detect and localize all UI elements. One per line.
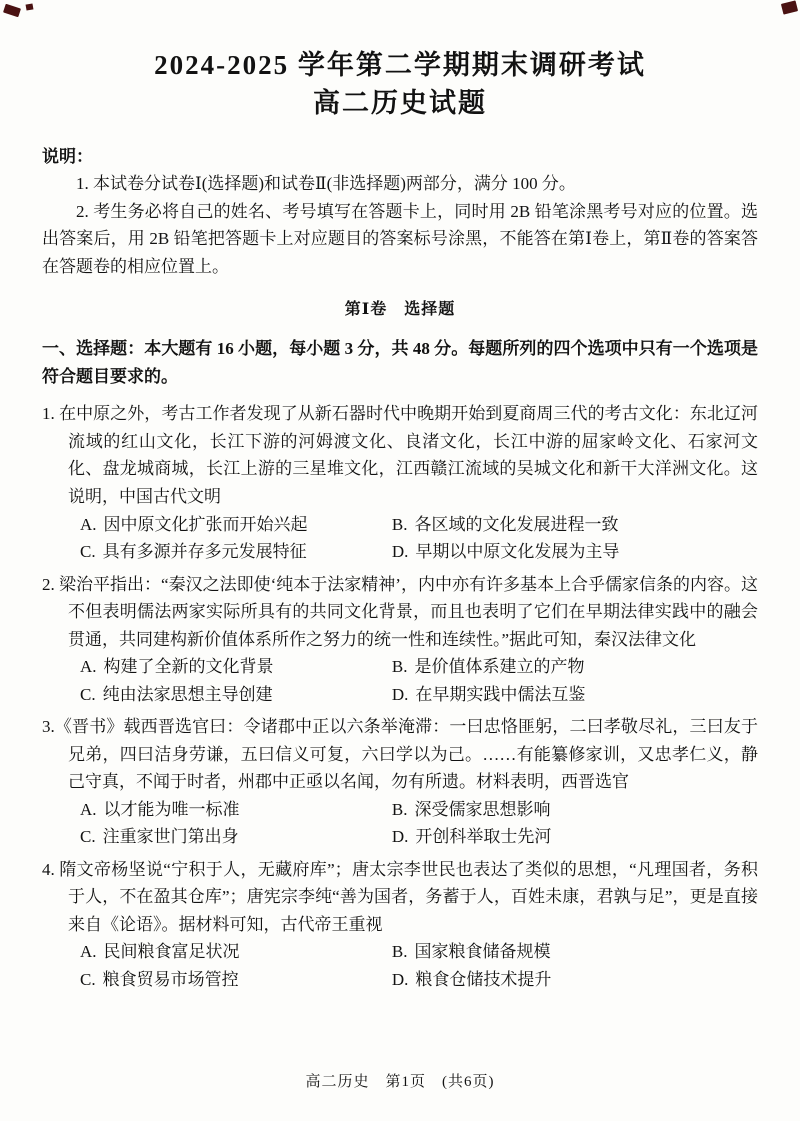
instructions-label: 说明： bbox=[42, 146, 93, 166]
question-stem bbox=[42, 856, 758, 939]
option-c bbox=[80, 681, 392, 709]
option-label: A. bbox=[80, 657, 97, 677]
option-label: A. bbox=[80, 799, 97, 819]
question-number: 4. bbox=[42, 859, 55, 879]
option-text: 开创科举取士先河 bbox=[415, 827, 552, 847]
scan-mark-icon bbox=[26, 3, 34, 10]
option-d bbox=[392, 823, 758, 851]
option-label: B. bbox=[391, 942, 408, 962]
question-3 bbox=[42, 713, 758, 851]
option-label: D. bbox=[391, 684, 409, 704]
option-a bbox=[80, 796, 392, 824]
option-label: B. bbox=[391, 657, 408, 677]
question-number: 2. bbox=[42, 574, 55, 594]
question-text: 隋文帝杨坚说“宁积于人，无藏府库”；唐太宗李世民也表达了类似的思想，“凡理国者，务积于人，不在盈其仓库”；唐宪宗李纯“善为国者，务蓄于人，百姓未康，君孰与足”，更是直接来自《论语》。据材料可知，古代帝王重视 bbox=[59, 859, 758, 934]
option-text: 各区域的文化发展进程一致 bbox=[414, 514, 619, 534]
option-d bbox=[392, 538, 758, 566]
option-b bbox=[392, 938, 758, 966]
option-d bbox=[392, 966, 758, 994]
question-options bbox=[42, 653, 758, 708]
option-a bbox=[80, 511, 392, 539]
instruction-item-1: 1. 本试卷分试卷Ⅰ(选择题)和试卷Ⅱ(非选择题)两部分，满分 100 分。 bbox=[76, 174, 576, 194]
question-stem bbox=[42, 571, 758, 654]
question-options bbox=[42, 511, 758, 566]
page-footer: 高二历史 第1页 (共6页) bbox=[305, 1074, 495, 1090]
option-text: 粮食贸易市场管控 bbox=[102, 970, 239, 989]
option-label: B. bbox=[391, 799, 408, 819]
option-d bbox=[392, 681, 758, 709]
option-label: C. bbox=[80, 542, 96, 562]
question-options bbox=[42, 796, 758, 851]
option-text: 粮食仓储技术提升 bbox=[415, 970, 552, 989]
option-text: 深受儒家思想影响 bbox=[414, 799, 551, 819]
option-text: 因中原文化扩张而开始兴起 bbox=[103, 514, 308, 534]
option-label: D. bbox=[391, 827, 409, 847]
question-text: 梁治平指出：“秦汉之法即使‘纯本于法家精神’，内中亦有许多基本上合乎儒家信条的内容。这不但表明儒法两家实际所具有的共同文化背景，而且也表明了它们在早期法律实践中的融会贯通，共同建构新价值体系所作之努力的统一性和连续性。”据此可知，秦汉法律文化 bbox=[59, 574, 759, 649]
option-c bbox=[80, 966, 392, 994]
option-text: 注重家世门第出身 bbox=[102, 827, 239, 847]
question-text: 在中原之外，考古工作者发现了从新石器时代中晚期开始到夏商周三代的考古文化：东北辽河流域的红山文化，长江下游的河姆渡文化、良渚文化，长江中游的屈家岭文化、石家河文化、盘龙城商城，长江上游的三星堆文化，江西赣江流域的吴城文化和新干大洋洲文化。这说明，中国古代文明 bbox=[59, 404, 759, 506]
option-text: 民间粮食富足状况 bbox=[103, 942, 240, 962]
option-label: A. bbox=[80, 942, 97, 962]
question-number: 3. bbox=[42, 717, 55, 737]
option-text: 国家粮食储备规模 bbox=[414, 942, 551, 962]
option-text: 在早期实践中儒法互鉴 bbox=[415, 684, 586, 704]
question-4 bbox=[42, 856, 758, 994]
question-number: 1. bbox=[42, 404, 55, 424]
scan-mark-icon bbox=[3, 4, 21, 18]
option-label: A. bbox=[80, 514, 97, 534]
option-label: C. bbox=[80, 827, 96, 847]
option-c bbox=[80, 538, 392, 566]
option-a bbox=[80, 653, 392, 681]
exam-title-line1: 2024-2025 学年第二学期期末调研考试 bbox=[154, 50, 646, 80]
option-b bbox=[392, 653, 758, 681]
part-title: 第Ⅰ卷 选择题 bbox=[344, 301, 456, 319]
question-1 bbox=[42, 400, 758, 565]
option-text: 具有多源并存多元发展特征 bbox=[102, 542, 307, 562]
question-options bbox=[42, 938, 758, 993]
option-text: 以才能为唯一标准 bbox=[103, 799, 240, 819]
option-a bbox=[80, 938, 392, 966]
option-label: B. bbox=[391, 514, 408, 534]
instructions-block bbox=[42, 143, 758, 281]
instruction-item-2: 2. 考生务必将自己的姓名、考号填写在答题卡上，同时用 2B 铅笔涂黑考号对应的位置。选出答案后，用 2B 铅笔把答题卡上对应题目的答案标号涂黑，不能答在第Ⅰ卷上，第Ⅱ卷的答案答在答题卷的相应位置上。 bbox=[42, 201, 758, 276]
question-text: 《晋书》载西晋选官曰：令诸郡中正以六条举淹滞：一曰忠恪匪躬，二曰孝敬尽礼，三曰友于兄弟，四曰洁身劳谦，五曰信义可复，六曰学以为己。……有能纂修家训，又忠孝仁义，静己守真，不闻于时者，州郡中正亟以名闻，勿有所遗。材料表明，西晋选官 bbox=[54, 717, 758, 792]
question-2 bbox=[42, 571, 758, 709]
option-text: 纯由法家思想主导创建 bbox=[102, 684, 273, 704]
option-label: D. bbox=[391, 970, 409, 989]
option-b bbox=[392, 796, 758, 824]
option-c bbox=[80, 823, 392, 851]
option-b bbox=[392, 511, 758, 539]
option-label: C. bbox=[80, 684, 96, 704]
option-text: 是价值体系建立的产物 bbox=[414, 657, 585, 677]
scan-mark-icon bbox=[781, 0, 798, 14]
option-label: D. bbox=[391, 542, 409, 562]
question-stem bbox=[42, 713, 758, 796]
question-stem bbox=[42, 400, 758, 510]
exam-title-line2: 高二历史试题 bbox=[313, 88, 487, 119]
section-intro: 一、选择题：本大题有 16 小题，每小题 3 分，共 48 分。每题所列的四个选项中只有一个选项是符合题目要求的。 bbox=[42, 339, 758, 386]
option-text: 早期以中原文化发展为主导 bbox=[415, 542, 620, 562]
option-label: C. bbox=[80, 970, 96, 989]
option-text: 构建了全新的文化背景 bbox=[103, 657, 274, 677]
